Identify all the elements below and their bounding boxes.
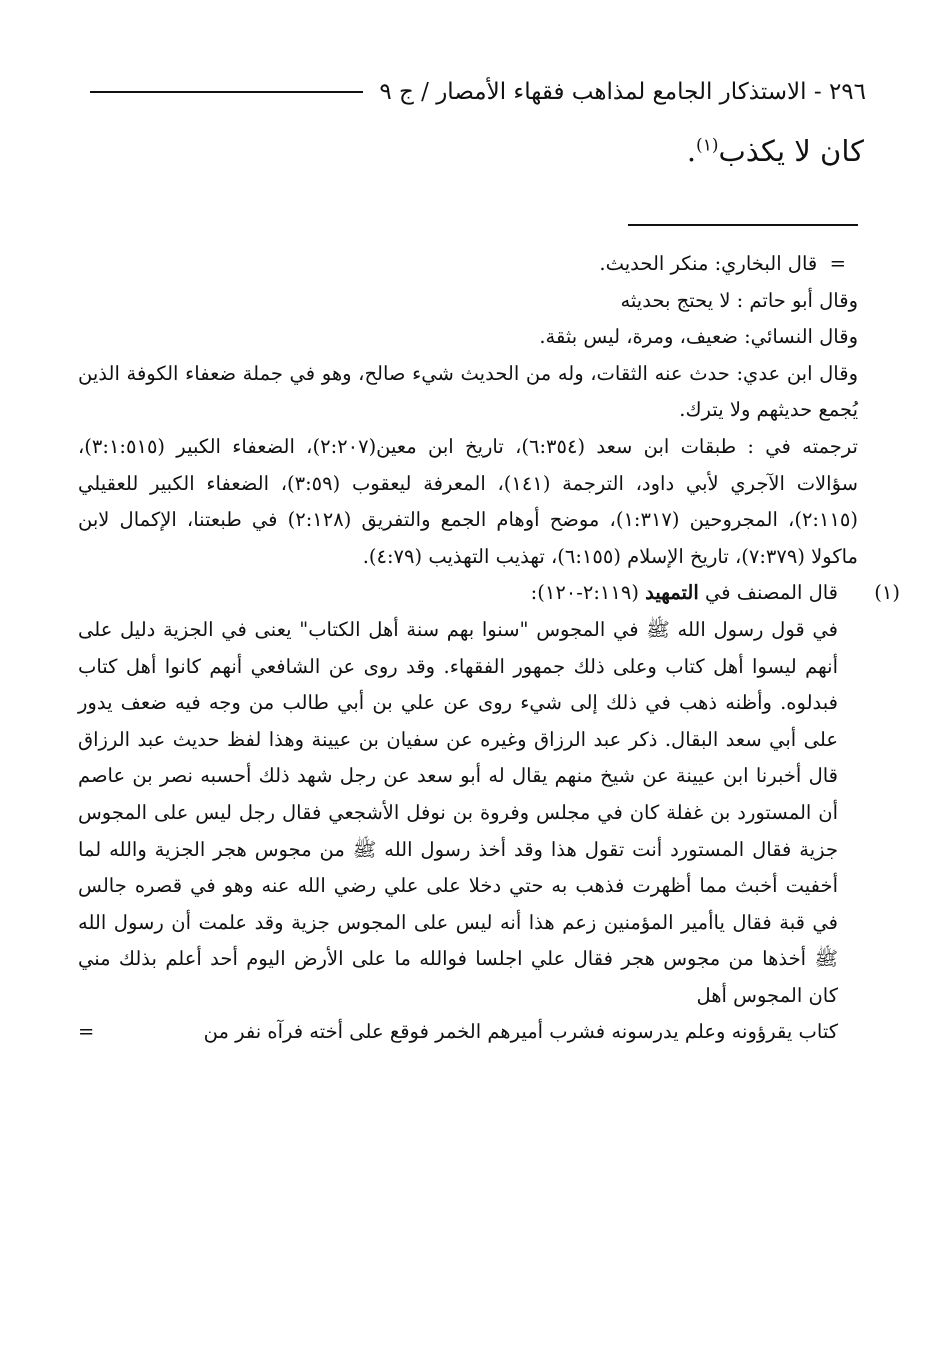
footnote-line-ibn-adi: وقال ابن عدي: حدث عنه الثقات، وله من الحديث شيء صالح، وهو في جملة ضعفاء الكوفة الذين يُجمع حديثهم ولا يترك.: [78, 361, 858, 422]
footnote-ref-marker: (١): [696, 135, 719, 156]
footnote-1-body: في قول رسول الله ﷺ في المجوس "سنوا بهم سنة أهل الكتاب" يعنى في الجزية دليل على أنهم ليسوا أهل كتاب وعلى ذلك جمهور الفقهاء. وقد روى عن الشافعي أنهم كانوا أهل كتاب فبدلوه. وأظنه ذهب في ذلك إلى شيء روى عن علي بن أبي طالب من وجه فيه ضعف يدور على أبي سعد البقال. ذكر عبد الرزاق وغيره عن سفيان بن عيينة وهذا لفظ حديث عبد الرزاق قال أخبرنا ابن عيينة عن شيخ منهم يقال له أبو سعد عن رجل شهد ذلك أحسبه نصر بن عاصم أن المستورد بن غفلة كان في مجلس وفروة بن نوفل الأشجعي فقال رجل ليس على المجوس جزية فقال المستورد أنت تقول هذا وقد أخذ رسول الله ﷺ من مجوس هجر الجزية والله لما أخفيت أخبث مما أظهرت فذهب به حتي دخلا على علي رضي الله عنه وهو في قصره جالس في قبة فقال ياأمير المؤمنين زعم هذا أنه ليس على المجوس جزية وقد علمت أن رسول الله ﷺ أخذها من مجوس هجر فقال علي اجلسا فوالله ما على الأرض اليوم أحد أعلم بذلك مني كان المجوس أهل: [78, 617, 838, 1007]
footnote-1-last-line: [78, 1014, 838, 1051]
running-title: ٢٩٦ - الاستذكار الجامع لمذاهب فقهاء الأمصار / ج ٩: [379, 79, 866, 105]
continued-mark: =: [829, 252, 846, 275]
book-title: التمهيد: [645, 581, 699, 605]
footnote-1: [78, 575, 900, 1051]
footnote-text: قال البخاري: منكر الحديث.: [599, 252, 818, 275]
footnotes: [78, 246, 900, 1051]
footnote-1-heading: [78, 575, 838, 612]
main-text: [90, 134, 864, 168]
footnote-number: (١): [874, 581, 900, 605]
main-text-end: .: [686, 134, 697, 168]
header-rule: [90, 91, 363, 93]
footnote-1-intro: قال المصنف في: [704, 581, 838, 605]
main-text-line: كان لا يكذب: [718, 134, 864, 168]
footnote-line-nasai: وقال النسائي: ضعيف، ومرة، ليس بثقة.: [539, 325, 858, 349]
continues-mark: =: [78, 1020, 95, 1044]
footnote-1-last-text: كتاب يقرؤونه وعلم يدرسونه فشرب أميرهم الخمر فوقع على أخته فرآه نفر من: [203, 1020, 838, 1044]
footnote-line-abu-hatim: وقال أبو حاتم : لا يحتج بحديثه: [620, 288, 858, 312]
footnote-separator: [628, 224, 858, 226]
biography-references: ترجمته في : طبقات ابن سعد (٦:٣٥٤)، تاريخ ابن معين(٢:٢٠٧)، الضعفاء الكبير (٣:١:٥١٥)، سؤالات الآجري لأبي داود، الترجمة (١٤١)، المعرفة ليعقوب (٣:٥٩)، الضعفاء الكبير للعقيلي (٢:١١٥)، المجروحين (١:٣١٧)، موضح أوهام الجمع والتفريق (٢:١٢٨) في طبعتنا، الإكمال لابن ماكولا (٧:٣٧٩)، تاريخ الإسلام (٦:١٥٥)، تهذيب التهذيب (٤:٧٩).: [78, 434, 859, 568]
running-header: [90, 74, 866, 110]
footnote-line-bukhari: [78, 246, 846, 283]
book-reference: (٢:١١٩-١٢٠):: [530, 581, 639, 605]
